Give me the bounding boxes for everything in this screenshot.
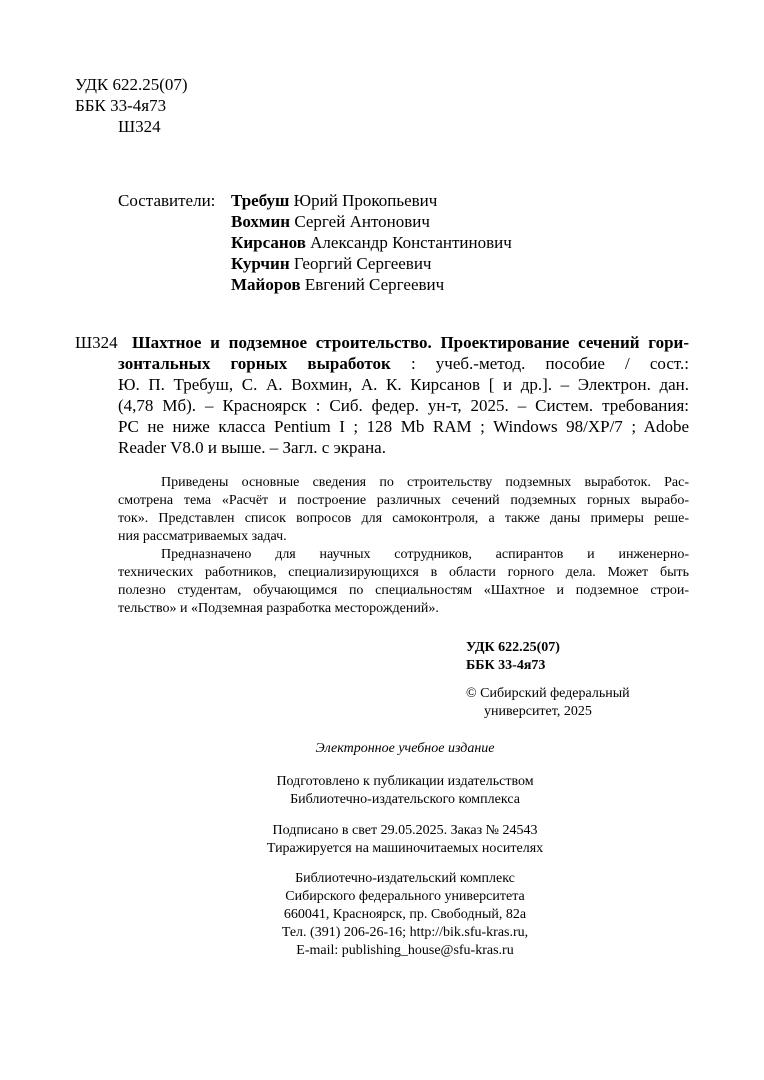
publisher-phone: Тел. (391) 206-26-16; http://bik.sfu-kras.ru, xyxy=(281,925,529,940)
compiler-name: Александр Константинович xyxy=(310,233,512,252)
abstract-p2-line3: полезно студентам, обучающимся по специальностям «Шахтное и подземное строи- xyxy=(118,583,689,598)
compiler-2 xyxy=(231,211,430,232)
bib-line3: Ю. П. Требуш, С. А. Вохмин, А. К. Кирсанов [ и др.]. – Электрон. дан. xyxy=(118,375,689,394)
bib-title-line1: Шахтное и подземное строительство. Проектирование сечений гори- xyxy=(132,333,689,352)
bib-line6: Reader V8.0 и выше. – Загл. с экрана. xyxy=(118,438,386,457)
abstract-p2-line1: Предназначено для научных сотрудников, аспирантов и инженерно- xyxy=(161,547,689,562)
bib-code: Ш324 xyxy=(75,333,118,352)
copyright-line1: © Сибирский федеральный xyxy=(466,686,630,701)
header-code: Ш324 xyxy=(118,117,161,136)
bib-line2 xyxy=(118,353,689,374)
compiler-4 xyxy=(231,253,431,274)
bib-line4: (4,78 Мб). – Красноярск : Сиб. федер. ун-т, 2025. – Систем. требования: xyxy=(118,396,689,415)
class-bbk: ББК 33-4я73 xyxy=(466,658,546,673)
abstract-p1-line3: ток». Представлен список вопросов для самоконтроля, а также даны примеры реше- xyxy=(118,511,689,526)
compiler-surname: Кирсанов xyxy=(231,233,306,252)
compiler-surname: Вохмин xyxy=(231,212,291,231)
abstract-p1-line2: смотрена тема «Расчёт и построение различных сечений подземных горных вырабо- xyxy=(118,493,689,508)
compiler-name: Юрий Прокопьевич xyxy=(293,191,438,210)
compiler-surname: Требуш xyxy=(231,191,290,210)
compiler-surname: Курчин xyxy=(231,254,290,273)
edition-type: Электронное учебное издание xyxy=(315,741,495,756)
abstract-p2-line2: технических работников, специализирующихся в области горного дела. Может быть xyxy=(118,565,689,580)
bib-desc-line2-tail: : учеб.-метод. пособие / сост.: xyxy=(410,354,690,373)
copyright-line2: университет, 2025 xyxy=(484,704,592,719)
compilers-label: Составители: xyxy=(118,191,216,210)
abstract-p1-line4: ния рассматриваемых задач. xyxy=(118,529,287,544)
compiler-1 xyxy=(231,190,437,211)
abstract-p1-line1: Приведены основные сведения по строительству подземных выработок. Рас- xyxy=(161,475,689,490)
class-udk: УДК 622.25(07) xyxy=(466,640,560,655)
compiler-name: Георгий Сергеевич xyxy=(293,254,432,273)
bib-title-line2: зонтальных горных выработок xyxy=(118,354,391,373)
prepared-line1: Подготовлено к публикации издательством xyxy=(276,774,534,789)
header-bbk: ББК 33-4я73 xyxy=(75,96,167,115)
publisher-address: 660041, Красноярск, пр. Свободный, 82а xyxy=(283,907,527,922)
publisher-email: E-mail: publishing_house@sfu-kras.ru xyxy=(296,943,514,958)
abstract-p2-line4: тельство» и «Подземная разработка месторождений». xyxy=(118,601,439,616)
prepared-line2: Библиотечно-издательского комплекса xyxy=(290,792,520,807)
compiler-name: Сергей Антонович xyxy=(294,212,430,231)
compiler-5 xyxy=(231,274,444,295)
header-udk: УДК 622.25(07) xyxy=(75,75,188,94)
bib-line5: PC не ниже класса Pentium I ; 128 Mb RAM ; Windows 98/XP/7 ; Adobe xyxy=(118,417,689,436)
publisher-line1: Библиотечно-издательский комплекс xyxy=(295,871,515,886)
compiler-surname: Майоров xyxy=(231,275,301,294)
publisher-line2: Сибирского федерального университета xyxy=(285,889,525,904)
compiler-3 xyxy=(231,232,512,253)
signed-line: Подписано в свет 29.05.2025. Заказ № 24543 xyxy=(272,823,538,838)
copies-line: Тиражируется на машиночитаемых носителях xyxy=(266,841,544,856)
compiler-name: Евгений Сергеевич xyxy=(304,275,445,294)
